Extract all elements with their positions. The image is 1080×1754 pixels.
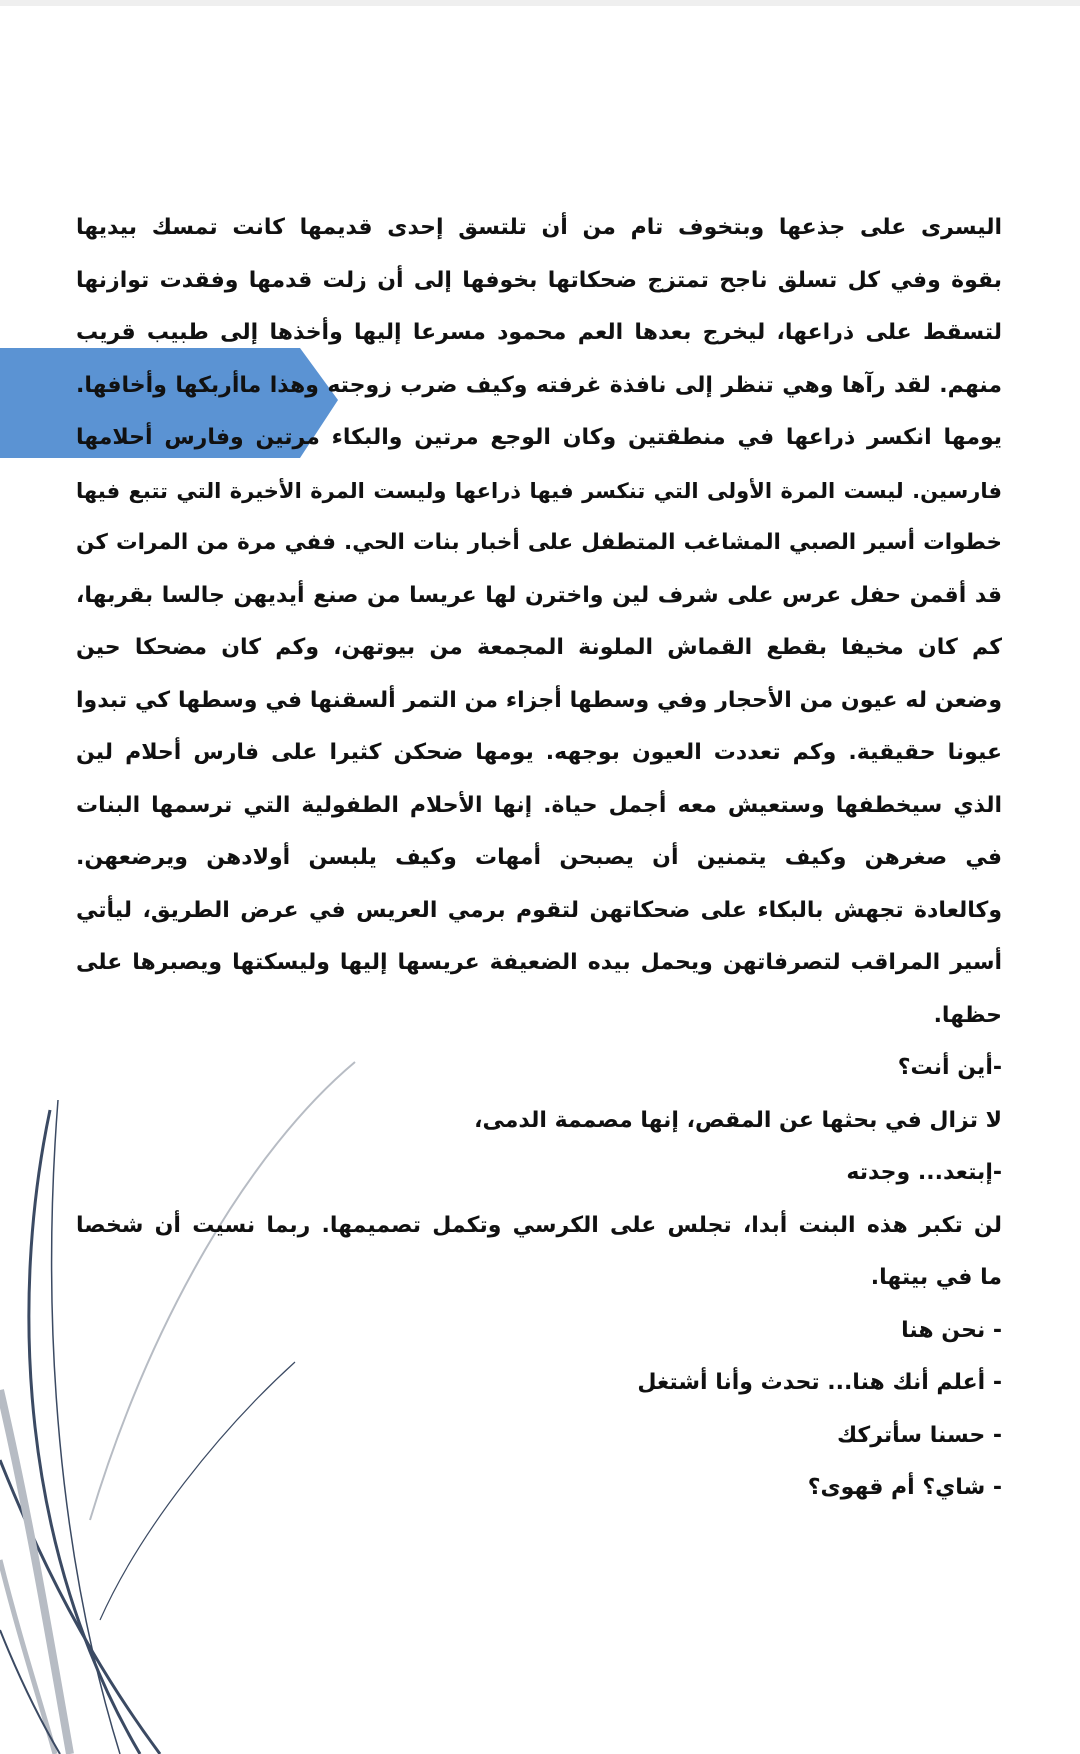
text-line: وكالعادة تجهش بالبكاء على ضحكاتهن لتقوم برمي العريس في عرض الطريق، ليأتي (76, 897, 1002, 923)
text-line: كم كان مخيفا بقطع القماش الملونة المجمعة من بيوتهن، وكم كان مضحكا حين (76, 635, 1002, 660)
text-line: وضعن له عيون من الأحجار وفي وسطها أجزاء من التمر ألسقنها في وسطها كي تبدوا (76, 687, 1002, 713)
text-line: أسير المراقب لتصرفاتهن ويحمل بيده الضعيفة عريسها إليها وليسكتها ويصبرها على (76, 950, 1002, 975)
text-line: الذي سيخطفها وستعيش معه أجمل حياة. إنها الأحلام الطفولية التي ترسمها البنات (76, 792, 1002, 818)
text-line: لتسقط على ذراعها، ليخرج بعدها العم محمود مسرعا إليها وأخذها إلى طبيب قريب (76, 320, 1002, 345)
text-line: خطوات أسير الصبي المشاغب المتطفل على أخبار بنات الحي. ففي مرة من المرات كن (76, 530, 1002, 555)
dialogue-line: -أين أنت؟ (897, 1055, 1002, 1080)
text-line: اليسرى على جذعها وبتخوف تام من أن تلتسق إحدى قديمها كانت تمسك بيديها (76, 215, 1002, 240)
text-line: حظها. (933, 1002, 1002, 1028)
page-body-text (76, 202, 1002, 1515)
dialogue-line: - حسنا سأتركك (836, 1422, 1002, 1448)
text-line: لن تكبر هذه البنت أبدا، تجلس على الكرسي وتكمل تصميمها. ربما نسيت أن شخصا (76, 1212, 1002, 1238)
text-line: قد أقمن حفل عرس على شرف لين واخترن لها عريسا من صنع أيديهن جالسا بقربها، (76, 582, 1002, 608)
text-line: لا تزال في بحثها عن المقص، إنها مصممة الدمى، (474, 1107, 1002, 1133)
dialogue-line: -إبتعد... وجدته (846, 1160, 1002, 1185)
dialogue-line: - أعلم أنك هنا... تحدث وأنا أشتغل (637, 1370, 1002, 1395)
text-line: عيونا حقيقية. وكم تعددت العيون بوجهه. يومها ضحكن كثيرا على فارس أحلام لين (76, 740, 1002, 765)
text-line: بقوة وفي كل تسلق ناجح تمتزج ضحكاتها بخوفها إلى أن زلت قدمها وفقدت توازنها (76, 267, 1002, 293)
dialogue-line: - نحن هنا (901, 1317, 1002, 1343)
text-line: ما في بيتها. (870, 1265, 1002, 1290)
text-line: يومها انكسر ذراعها في منطقتين وكان الوجع مرتين والبكاء مرتين وفارس أحلامها (76, 425, 1002, 450)
dialogue-line: - شاي؟ أم قهوى؟ (807, 1475, 1002, 1500)
text-line: فارسين. ليست المرة الأولى التي تنكسر فيها ذراعها وليست المرة الأخيرة التي تتبع فيها (76, 478, 1002, 503)
text-line: في صغرهن وكيف يتمنين أن يصبحن أمهات وكيف يلبسن أولادهن ويرضعهن. (76, 845, 1002, 870)
decor-curve-5 (0, 1560, 55, 1754)
text-line: منهم. لقد رآها وهي تنظر إلى نافذة غرفته وكيف ضرب زوجته وهذا ماأربكها وأخافها. (76, 372, 1002, 398)
